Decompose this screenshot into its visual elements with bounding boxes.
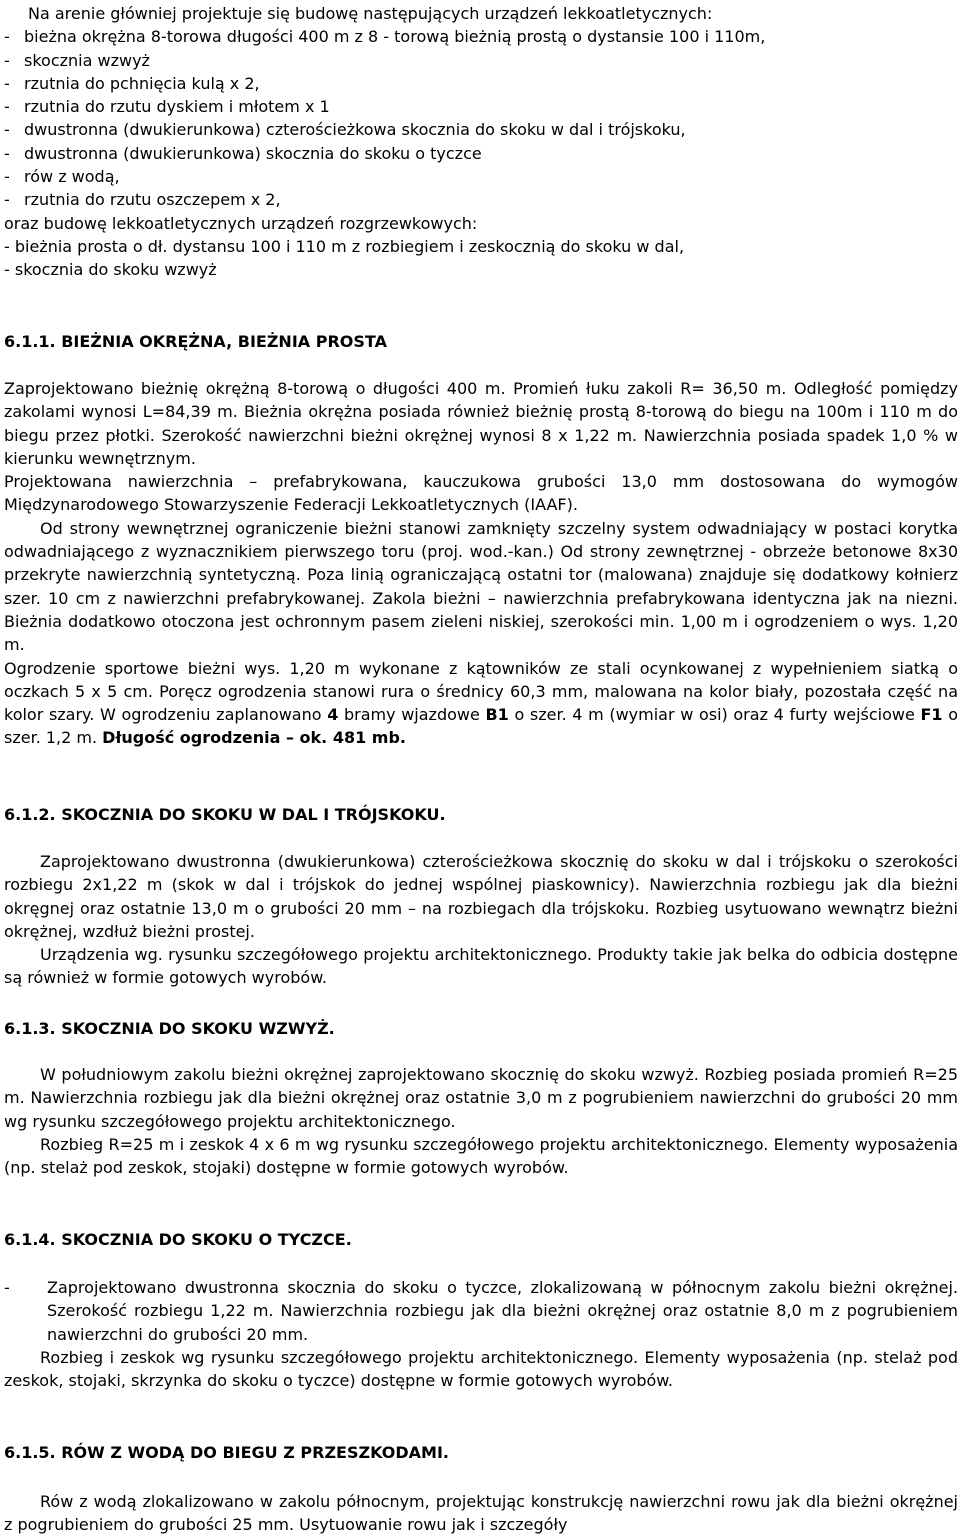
list-item: - dwustronna (dwukierunkowa) czterościeżkowa skocznia do skoku w dal i trójskoku, bbox=[4, 120, 686, 140]
section-6-1-4 bbox=[4, 1276, 958, 1392]
paragraph: W południowym zakolu bieżni okrężnej zaprojektowano skocznię do skoku wzwyż. Rozbieg posiada promień R=25 m. Nawierzchnia rozbiegu jak dla bieżni okrężnej oraz ostatnie 3,0 m z pogrubieniem nawierzchni do grubości 20 mm wg rysunku szczegółowego projektu architektonicznego. bbox=[4, 1065, 958, 1131]
paragraph: Od strony wewnętrznej ograniczenie bieżni stanowi zamknięty szczelny system odwadniający w postaci korytka odwadniającego z wyznacznikiem pierwszego toru (proj. wod.-kan.) Od strony zewnętrznej - obrzeże betonowe 8x30 przekryte nawierzchnią syntetyczną. Poza linią ograniczającą ostatni tor (malowana) znajduje się dodatkowy kołnierz szer. 10 cm z nawierzchni prefabrykowanej. Zakola bieżni – nawierzchnia prefabrykowana identyczna jak na niezni. Bieżnia dodatkowo otoczona jest ochronnym pasem zieleni niskiej, szerokości min. 1,00 m i ogrodzeniem o wys. 1,20 m. bbox=[4, 518, 958, 655]
warmup-item: - skocznia do skoku wzwyż bbox=[4, 260, 217, 280]
section-6-1-1 bbox=[4, 377, 958, 750]
paragraph: Projektowana nawierzchnia – prefabrykowana, kauczukowa grubości 13,0 mm dostosowana do wymogów Międzynarodowego Stowarzyszenie Federacji Lekkoatletycznych (IAAF). bbox=[4, 472, 958, 515]
paragraph: Zaprojektowano dwustronna (dwukierunkowa) czterościeżkowa skocznię do skoku w dal i trójskoku o szerokości rozbiegu 2x1,22 m (skok w dal i trójskok do jednej wspólnej piaskownicy). Nawierzchnia rozbiegu jak dla bieżni okręgnej oraz ostatnie 13,0 m o grubości 20 mm – na rozbiegach dla trójskoku. Rozbieg usytuowano wewnątrz bieżni okrężnej, wzdłuż bieżni prostej. bbox=[4, 852, 958, 941]
section-heading-6-1-3: 6.1.3. SKOCZNIA DO SKOKU WZWYŻ. bbox=[4, 1019, 335, 1038]
paragraph: Rów z wodą zlokalizowano w zakolu północnym, projektując konstrukcję nawierzchni rowu jak dla bieżni okrężnej z pogrubieniem do grubości 25 mm. Usytuowanie rowu jak i szczegóły bbox=[4, 1492, 958, 1535]
paragraph: Rozbieg R=25 m i zeskok 4 x 6 m wg rysunku szczegółowego projektu architektonicznego. Elementy wyposażenia (np. stelaż pod zeskok, stojaki) dostępne w formie gotowych wyrobów. bbox=[4, 1134, 958, 1178]
paragraph: Zaprojektowano bieżnię okrężną 8-torową o długości 400 m. Promień łuku zakoli R= 36,50 m. Odległość pomiędzy zakolami wynosi L=84,39 m. Bieżnia okrężna posiada również bieżnię prostą 8-torową do biegu na 100m i 110 m do biegu przez płotki. Szerokość nawierzchni bieżni okrężnej wynosi 8 x 1,22 m. Nawierzchnia posiada spadek 1,0 % w kierunku wewnętrznym. bbox=[4, 379, 958, 468]
section-heading-6-1-5: 6.1.5. RÓW Z WODĄ DO BIEGU Z PRZESZKODAMI. bbox=[4, 1443, 449, 1462]
list-item: - rzutnia do pchnięcia kulą x 2, bbox=[4, 73, 260, 93]
paragraph: Urządzenia wg. rysunku szczegółowego projektu architektonicznego. Produkty takie jak belka do odbicia dostępne są również w formie gotowych wyrobów. bbox=[4, 945, 958, 988]
warmup-line: oraz budowę lekkoatletycznych urządzeń rozgrzewkowych: bbox=[4, 213, 478, 233]
section-heading-6-1-2: 6.1.2. SKOCZNIA DO SKOKU W DAL I TRÓJSKOKU. bbox=[4, 805, 446, 824]
list-item: - bieżna okrężna 8-torowa długości 400 m z 8 - torową bieżnią prostą o dystansie 100 i 110m, bbox=[4, 27, 766, 47]
intro-block bbox=[4, 2, 958, 282]
list-item: - rzutnia do rzutu dyskiem i młotem x 1 bbox=[4, 97, 330, 117]
warmup-item: - bieżnia prosta o dł. dystansu 100 i 110 m z rozbiegiem i zeskocznią do skoku w dal, bbox=[4, 236, 685, 256]
list-item: - skocznia wzwyż bbox=[4, 50, 150, 70]
section-6-1-5 bbox=[4, 1490, 958, 1537]
list-item: - rzutnia do rzutu oszczepem x 2, bbox=[4, 190, 281, 210]
section-6-1-2 bbox=[4, 850, 958, 990]
list-item: - Zaprojektowano dwustronna skocznia do skoku o tyczce, zlokalizowaną w północnym zakolu bieżni okrężnej. Szerokość rozbiegu 1,22 m. Nawierzchnia rozbiegu jak dla bieżni okrężnej oraz ostatnie 8,0 m z pogrubieniem nawierzchni do grubości 20 mm. bbox=[4, 1278, 958, 1344]
list-item: - dwustronna (dwukierunkowa) skocznia do skoku o tyczce bbox=[4, 143, 482, 163]
paragraph: Ogrodzenie sportowe bieżni wys. 1,20 m wykonane z kątowników ze stali ocynkowanej z wypełnieniem siatką o oczkach 5 x 5 cm. Poręcz ogrodzenia stanowi rura o średnicy 60,3 mm, malowana na kolor biały, pozostała część na kolor szary. W ogrodzeniu zaplanowano 4 bramy wjazdowe B1 o szer. 4 m (wymiar w osi) oraz 4 furty wejściowe F1 o szer. 1,2 m. Długość ogrodzenia – ok. 481 mb. bbox=[4, 658, 958, 748]
section-heading-6-1-1: 6.1.1. BIEŻNIA OKRĘŻNA, BIEŻNIA PROSTA bbox=[4, 332, 387, 351]
paragraph: Rozbieg i zeskok wg rysunku szczegółowego projektu architektonicznego. Elementy wyposażenia (np. stelaż pod zeskok, stojaki, skrzynka do skoku o tyczce) dostępne w formie gotowych wyrobów. bbox=[4, 1347, 958, 1391]
section-6-1-3 bbox=[4, 1063, 958, 1179]
list-item: - rów z wodą, bbox=[4, 167, 120, 187]
section-heading-6-1-4: 6.1.4. SKOCZNIA DO SKOKU O TYCZCE. bbox=[4, 1230, 352, 1249]
intro-first-line: Na arenie główniej projektuje się budowę następujących urządzeń lekkoatletycznych: bbox=[28, 4, 713, 23]
